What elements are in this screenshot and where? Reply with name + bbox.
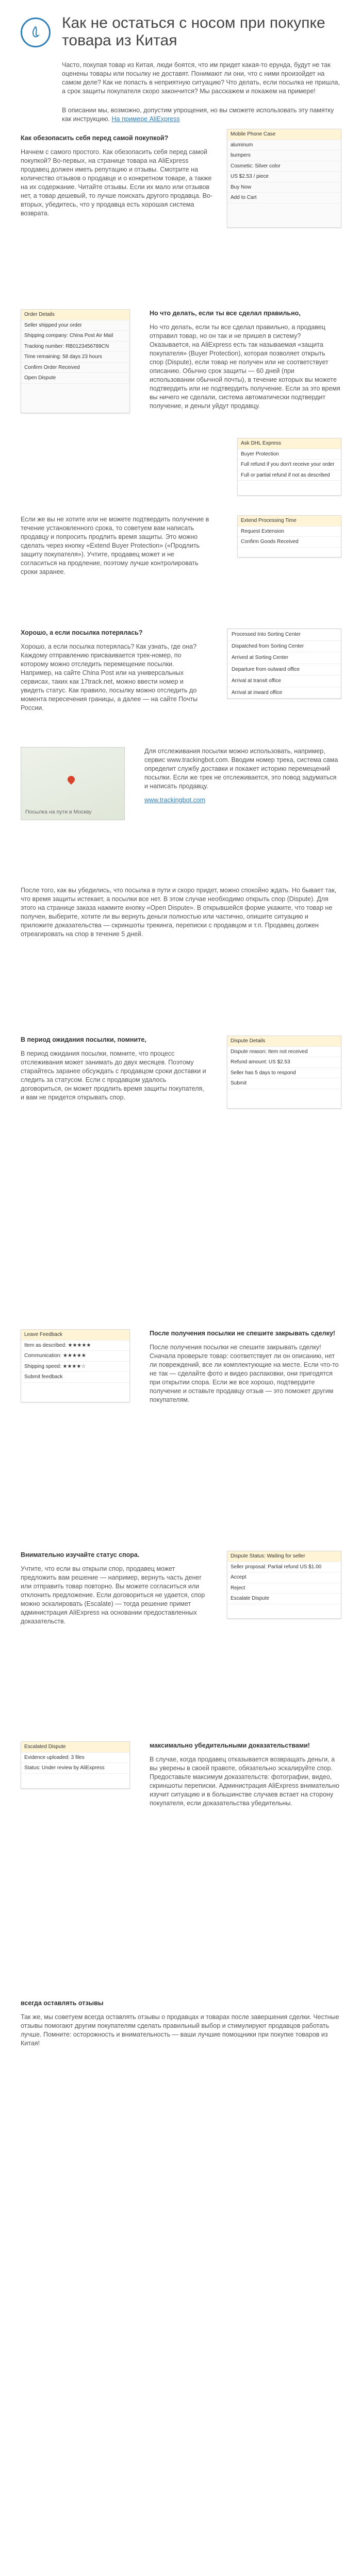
section-feedback-advice — [21, 1999, 340, 2053]
shot-row: Full refund if you don't receive your order — [238, 460, 341, 470]
status-item: Departure from outward office — [227, 664, 341, 676]
shot-row: Shipping company: China Post Air Mail — [21, 331, 129, 342]
section-text: Если же вы не хотите или не можете подтвердить получение в течение установленного срока, то советуем вам написать продавцу и попросить продлить время защиты. Это можно сделать через кнопку «Extend Buyer Protection» («Продлить защиту покупателя»). Учтите, продавец может и не согласиться на продление, поэтому лучше контролировать сроки заранее. — [21, 516, 209, 575]
section-text: После того, как вы убедились, что посылка в пути и скоро придет, можно спокойно ждать. Но бывает так, что время защиты истекает, а посылки все нет. В этом случае необходимо открыть спор (Dispute). Для этого на странице заказа нажмите кнопку «Open Dispute». В открывшейся форме укажите, что товар не получен, выберите, хотите ли вы вернуть деньги полностью или частично, опишите ситуацию и приложите доказательства — скриншоты трекинга, переписки с продавцом и т.п. Продавец должен отреагировать на спор в течение 5 дней. — [21, 887, 337, 938]
shot-row[interactable]: Add to Cart — [227, 193, 341, 204]
shot-row[interactable]: Confirm Order Received — [21, 363, 129, 374]
shot-row: Seller shipped your order — [21, 320, 129, 331]
product-page-screenshot — [227, 129, 341, 228]
section-text: В случае, когда продавец отказывается возвращать деньги, а вы уверены в своей правоте, обязательно эскалируйте спор. Предоставьте максимум доказательств: фотографии, видео, скриншоты переписки. Администрация AliExpress внимательно изучит ситуацию и в большинстве случаев встает на сторону покупателя, если доказательства убедительны. — [150, 1756, 339, 1807]
section-highlight: Но что делать, если ты все сделал правильно, — [150, 310, 301, 317]
shot-row[interactable]: Open Dispute — [21, 373, 129, 384]
shot-row: Buyer Protection — [238, 449, 341, 460]
shot-row: Seller has 5 days to respond — [227, 1068, 341, 1079]
shot-row: Dispute Details — [227, 1036, 341, 1047]
section-highlight: После получения посылки не спешите закрывать сделку! — [150, 1330, 335, 1337]
shot-row: Cosmetic: Silver color — [227, 161, 341, 172]
section-text: Начнем с самого простого. Как обезопасить себя перед самой покупкой? Во-первых, на странице товара на AliExpress продавец должен иметь репутацию и отзывы. Смотрите на количество отзывов о продавце и о конкретном товаре, а также на их содержание. Читайте отзывы. Если их мало или отзывов нет, а товар дешевый, то лучше поискать другого продавца. Во-вторых, убедитесь, что у продавца есть хорошая система возврата. — [21, 148, 213, 217]
shot-row[interactable]: Item as described: ★★★★★ — [21, 1341, 129, 1351]
escalated-dispute-screenshot — [21, 1741, 130, 1789]
shot-row[interactable]: Communication: ★★★★★ — [21, 1351, 129, 1362]
seller-proposal-screenshot — [227, 1551, 341, 1619]
section-highlight: максимально убедительными доказательствами! — [150, 1742, 310, 1749]
section-dispute-status — [21, 1551, 206, 1631]
section-text: Для отслеживания посылки можно использовать, например, сервис www.trackingbot.com. Вводим номер трека, система сама определит службу доставки и покажет историю перемещений посылки. Если же трек не отслеживается, это повод задуматься и написать продавцу. — [144, 748, 338, 790]
status-item: Arrival at transit office — [227, 675, 341, 687]
section-highlight: всегда оставлять отзывы — [21, 1999, 104, 2007]
section-highlight: Хорошо, а если посылка потерялась? — [21, 629, 143, 636]
intro-note-text: В описании мы, возможно, допустим упрощения, но вы сможете использовать эту памятку как инструкцию. — [62, 107, 334, 123]
section-tracking-service — [144, 747, 340, 810]
buyer-protection-badge — [237, 438, 341, 496]
shot-row: Tracking number: RB0123456789CN — [21, 342, 129, 352]
section-highlight: Внимательно изучайте статус спора. — [21, 1551, 140, 1558]
section-text: В период ожидания посылки, помните, что процесс отслеживания может занимать до двух месяцев. Поэтому старайтесь заранее обсуждать с продавцом сроки доставки и следить за статусом. Если с продавцом удалось договориться, он может продлить время защиты покупателя, и вам не придется открывать спор. — [21, 1050, 206, 1101]
shot-row[interactable]: Reject — [227, 1583, 341, 1594]
section-open-dispute — [21, 886, 340, 944]
feedback-screenshot — [21, 1329, 130, 1402]
shot-row: bumpers — [227, 150, 341, 161]
section-text: Учтите, что если вы открыли спор, продавец может предложить вам решение — например, вернуть часть денег или отправить товар повторно. Вы можете согласиться или отклонить предложение. Если договориться не удается, спор можно эскалировать (Escalate) — тогда решение примет администрация AliExpress на основании предоставленных доказательств. — [21, 1565, 205, 1625]
location-pin-icon — [66, 774, 76, 785]
section-text: Но что делать, если ты все сделал правильно, а продавец отправил товар, но он так и не пришел в систему? Оказывается, на AliExpress есть так называемая «защита покупателя» (Buyer Protection), которая позволяет открыть спор (Dispute), если товар не получен или не соответствует описанию. Обычно срок защиты — 60 дней (при использовании обычной почты), в течение которых вы можете подтвердить или не подтвердить получение. Если за это время вы ничего не сделали, система автоматически подтвердит получение, и деньги уйдут продавцу. — [150, 324, 340, 410]
shot-row: Extend Processing Time — [238, 516, 341, 527]
section-escalation — [150, 1741, 340, 1813]
tracking-map — [21, 747, 125, 820]
shot-row: Dispute reason: Item not received — [227, 1047, 341, 1058]
shot-row: Order Details — [21, 310, 129, 320]
section-text: Хорошо, а если посылка потерялась? Как узнать, где она? Каждому отправлению присваивается трек-номер, по которому можно отследить перемещение посылки. Например, на сайте China Post или на универсальных сервисах, таких как 17track.net, можно ввести номер и увидеть статус. Как правило, посылку можно отследить до момента пересечения границы, а далее — на сайте Почты России. — [21, 643, 198, 711]
dispute-details-screenshot — [227, 1036, 341, 1109]
shot-row: Refund amount: US $2.53 — [227, 1057, 341, 1068]
shot-row: US $2.53 / piece — [227, 172, 341, 182]
status-item: Arrival at inward office — [227, 687, 341, 699]
shot-row[interactable]: Shipping speed: ★★★★☆ — [21, 1362, 129, 1372]
shot-row: Ask DHL Express — [238, 438, 341, 449]
shot-row: aluminum — [227, 140, 341, 151]
intro-text: Часто, покупая товар из Китая, люди боятся, что им придет какая-то ерунда, будут не так оценены товары или посылку не доставят. Понимают ли они, что с ними произойдет на самом деле? Как не попасть в неприятную ситуацию? Что делать, если посылка не пришла, а срок защиты покупателя скоро закончится? Мы расскажем и покажем на примере! — [62, 61, 340, 95]
nose-logo-icon — [21, 18, 51, 47]
shot-row: Time remaining: 58 days 23 hours — [21, 352, 129, 363]
tracking-status-list — [227, 629, 341, 699]
section-before-purchase — [21, 134, 217, 223]
shot-row: Escalated Dispute — [21, 1742, 129, 1753]
map-caption: Посылка на пути в Москву — [25, 809, 92, 815]
shot-row: Seller proposal: Partial refund US $1.00 — [227, 1562, 341, 1573]
order-details-screenshot — [21, 309, 130, 413]
section-text: После получения посылки не спешите закрывать сделку! Сначала проверьте товар: соответствует ли он описанию, нет ли повреждений, все ли комплектующие на месте. Если что-то не так — сделайте фото и видео распаковки, они пригодятся при открытии спора. Если же все хорошо, подтвердите получение и оставьте продавцу отзыв — это поможет другим покупателям. — [150, 1344, 339, 1403]
shot-row[interactable]: Confirm Goods Received — [238, 537, 341, 548]
shot-row[interactable]: Buy Now — [227, 182, 341, 193]
status-item: Arrived at Sorting Center — [227, 652, 341, 664]
section-waiting — [21, 1036, 206, 1107]
shot-row[interactable]: Request Extension — [238, 527, 341, 537]
status-item: Processed Into Sorting Center — [227, 629, 341, 641]
section-buyer-protection — [150, 309, 340, 416]
tracking-service-link[interactable]: www.trackingbot.com — [144, 796, 206, 804]
section-text: Так же, мы советуем всегда оставлять отзывы о продавцах и товарах после завершения сделки. Честные отзывы помогают другим покупателям сделать правильный выбор и стимулируют продавцов работать лучше. Помните: осторожность и внимательность — ваши лучшие помощники при покупке товаров из Китая! — [21, 2013, 339, 2047]
section-after-receiving — [150, 1329, 340, 1410]
extend-time-screenshot — [237, 515, 341, 557]
status-item: Dispatched from Sorting Center — [227, 641, 341, 653]
shot-row: Status: Under review by AliExpress — [21, 1763, 129, 1774]
shot-row[interactable]: Escalate Dispute — [227, 1594, 341, 1604]
section-tracking — [21, 629, 206, 718]
intro-note — [62, 106, 340, 124]
shot-row: Evidence uploaded: 3 files — [21, 1753, 129, 1764]
shot-row: Leave Feedback — [21, 1330, 129, 1341]
shot-row: Dispute Status: Waiting for seller — [227, 1551, 341, 1562]
page-title: Как не остаться с носом при покупке товара из Китая — [62, 14, 325, 49]
shot-row[interactable]: Submit — [227, 1078, 341, 1089]
section-highlight: Как обезопасить себя перед самой покупкой? — [21, 134, 169, 142]
section-highlight: В период ожидания посылки, помните, — [21, 1036, 146, 1043]
shot-row[interactable]: Submit feedback — [21, 1372, 129, 1383]
section-extend-protection — [21, 515, 211, 582]
shot-row: Full or partial refund if not as described — [238, 470, 341, 481]
shot-row: Mobile Phone Case — [227, 129, 341, 140]
intro-example-link[interactable]: На примере AliExpress — [111, 115, 180, 123]
shot-row[interactable]: Accept — [227, 1572, 341, 1583]
